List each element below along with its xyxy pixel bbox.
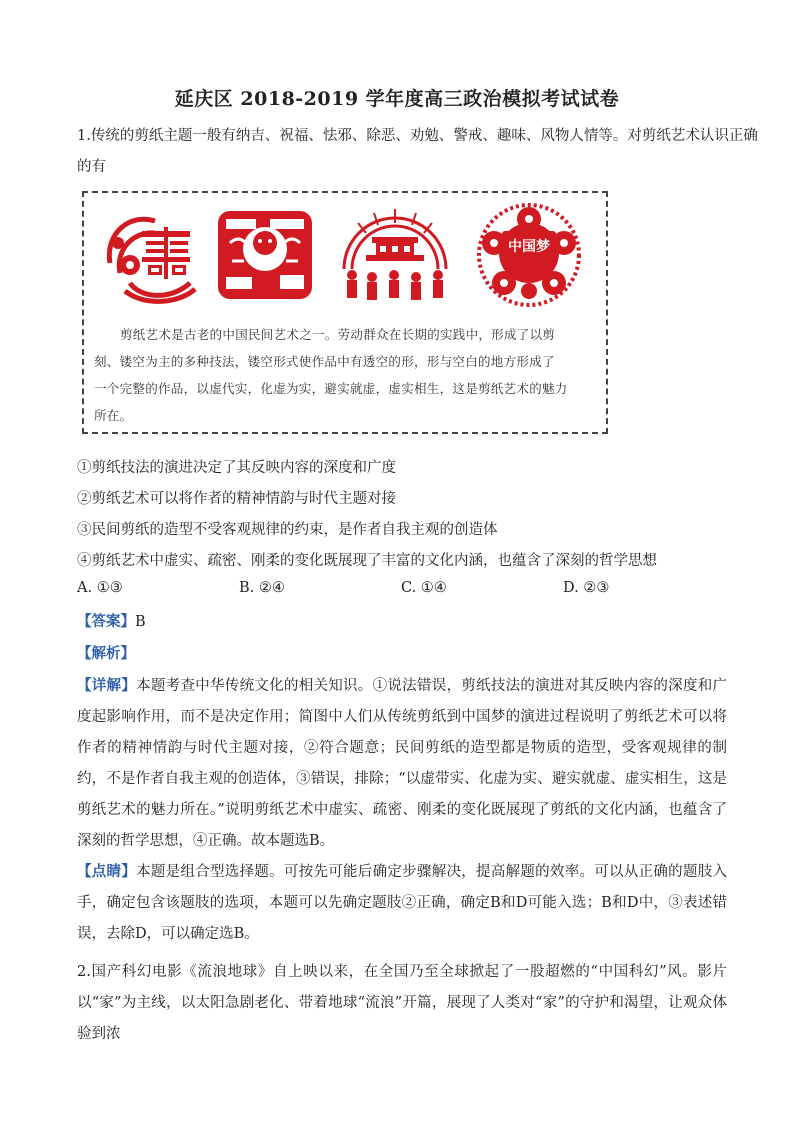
caption-line-1: 剪纸艺术是古老的中国民间艺术之一。劳动群众在长期的实践中，形成了以剪: [120, 327, 556, 342]
statement-3: ③民间剪纸的造型不受客观规律的约束，是作者自我主观的创造体: [77, 522, 498, 538]
answer-tag: 【答案】: [77, 613, 135, 630]
tip-text: 本题是组合型选择题。可按先可能后确定步骤解决，提高解题的效率。可以从正确的题肢入手，确定包含该题肢的选项，本题可以先确定题肢②正确，确定B和D可能入选；B和D中，③表述错误，去除D，可以确定选B。: [77, 864, 728, 942]
china-dream-papercut-image: [472, 203, 586, 313]
answer-value: B: [135, 614, 146, 630]
q1-stem-line1: 1.传统的剪纸主题一般有纳吉、祝福、怯邪、除恶、劝勉、警戒、趣味、风物人情等。对剪纸艺术认识正确: [77, 128, 758, 144]
statement-4: ④剪纸艺术中虚实、疏密、刚柔的变化既展现了丰富的文化内涵，也蕴含了深刻的哲学思想: [77, 553, 657, 569]
analysis-tag: 【解析】: [77, 645, 135, 662]
detail-tag: 【详解】: [77, 677, 137, 694]
option-b[interactable]: B. ②④: [239, 580, 285, 596]
option-a[interactable]: A. ①③: [77, 580, 123, 596]
fu-child-papercut-image: [210, 203, 320, 307]
caption-line-2: 刻、镂空为主的多种技法，镂空形式使作品中有透空的形，形与空白的地方形成了: [94, 354, 555, 369]
q1-stem-line2: 的有: [77, 159, 106, 175]
papercut-figure-box: [82, 191, 608, 434]
caption-line-3: 一个完整的作品，以虚代实，化虚为实，避实就虚，虚实相生，这是剪纸艺术的魅力: [94, 381, 568, 396]
double-happiness-papercut-image: [100, 203, 200, 307]
detail-paragraph: [77, 670, 727, 857]
q2-paragraph: 2.国产科幻电影《流浪地球》自上映以来，在全国乃至全球掀起了一股超燃的“中国科幻”风。影片以“家”为主线，以太阳急剧老化、带着地球“流浪”开篇，展现了人类对“家”的守护和渴望，让观众体验到浓: [77, 964, 727, 1042]
statement-1: ①剪纸技法的演进决定了其反映内容的深度和广度: [77, 460, 396, 476]
statement-2: ②剪纸艺术可以将作者的精神情韵与时代主题对接: [77, 491, 396, 507]
china-dream-text: 中国梦: [508, 239, 550, 255]
option-c[interactable]: C. ①④: [401, 580, 447, 596]
options-row: [77, 580, 727, 600]
tiananmen-dancers-papercut-image: [336, 203, 454, 307]
option-d[interactable]: D. ②③: [563, 580, 610, 596]
caption-line-4: 所在。: [94, 408, 133, 423]
tip-paragraph: [77, 856, 727, 950]
exam-title: 延庆区 2018-2019 学年度高三政治模拟考试试卷: [174, 88, 620, 110]
analysis-line: [77, 644, 135, 664]
detail-text: 本题考查中华传统文化的相关知识。①说法错误，剪纸技法的演进对其反映内容的深度和广度起影响作用，而不是决定作用；简图中人们从传统剪纸到中国梦的演进过程说明了剪纸艺术可以将作者的精神情韵与时代主题对接，②符合题意；民间剪纸的造型都是物质的造型，受客观规律的制约，不是作者自我主观的创造体，③错误，排除；“以虚带实、化虚为实、避实就虚、虚实相生，这是剪纸艺术的魅力所在。”说明剪纸艺术中虚实、疏密、刚柔的变化既展现了剪纸的文化内涵，也蕴含了深刻的哲学思想，④正确。故本题选B。: [77, 678, 728, 849]
answer-line: [77, 612, 146, 632]
tip-tag: 【点睛】: [77, 863, 137, 880]
figure-caption: [94, 321, 599, 429]
